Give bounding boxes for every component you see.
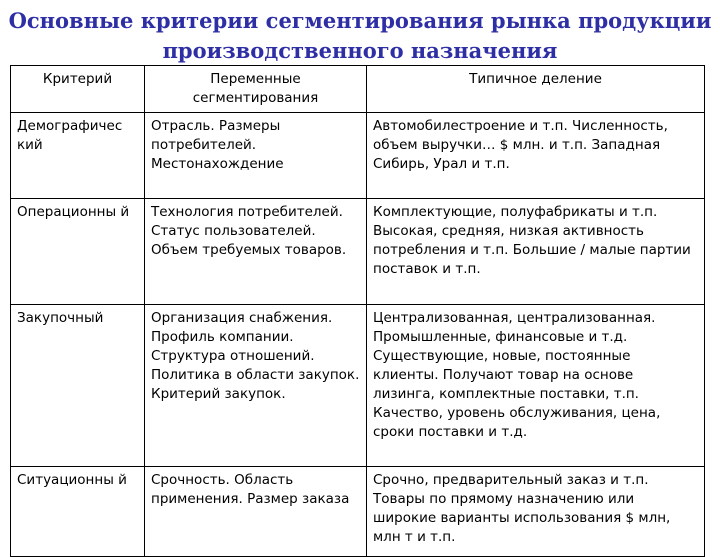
- division-cell: Срочно, предварительный заказ и т.п. Товары по прямому назначению или широкие варианты использования $ млн, млн т и т.п.: [367, 467, 705, 557]
- page-title-line-1: Основные критерии сегментирования рынка продукции: [8, 8, 712, 33]
- column-header-division: Типичное деление: [367, 66, 705, 113]
- segmentation-criteria-table: [10, 65, 705, 557]
- table-row: [11, 113, 705, 199]
- table-row: [11, 199, 705, 305]
- criterion-cell: Закупочный: [11, 305, 145, 467]
- table-header-row: [11, 66, 705, 113]
- page-title: [0, 6, 720, 66]
- table-row: [11, 305, 705, 467]
- table-row: [11, 467, 705, 557]
- variables-cell: Технология потребителей. Статус пользователей. Объем требуемых товаров.: [145, 199, 367, 305]
- criterion-cell: Демографичес кий: [11, 113, 145, 199]
- column-header-criterion: Критерий: [11, 66, 145, 113]
- page-title-line-2: производственного назначения: [162, 38, 558, 63]
- column-header-variables: Переменные сегментирования: [145, 66, 367, 113]
- division-cell: Комплектующие, полуфабрикаты и т.п. Высокая, средняя, низкая активность потребления и т.п. Большие / малые партии поставок и т.п.: [367, 199, 705, 305]
- criterion-cell: Операционны й: [11, 199, 145, 305]
- criterion-cell: Ситуационны й: [11, 467, 145, 557]
- division-cell: Централизованная, централизованная. Промышленные, финансовые и т.д. Существующие, новые, постоянные клиенты. Получают товар на основе лизинга, комплектные поставки, т.п. Качество, уровень обслуживания, цена, сроки поставки и т.д.: [367, 305, 705, 467]
- variables-cell: Срочность. Область применения. Размер заказа: [145, 467, 367, 557]
- variables-cell: Отрасль. Размеры потребителей. Местонахождение: [145, 113, 367, 199]
- division-cell: Автомобилестроение и т.п. Численность, объем выручки… $ млн. и т.п. Западная Сибирь, Урал и т.п.: [367, 113, 705, 199]
- variables-cell: Организация снабжения. Профиль компании. Структура отношений. Политика в области закупок. Критерий закупок.: [145, 305, 367, 467]
